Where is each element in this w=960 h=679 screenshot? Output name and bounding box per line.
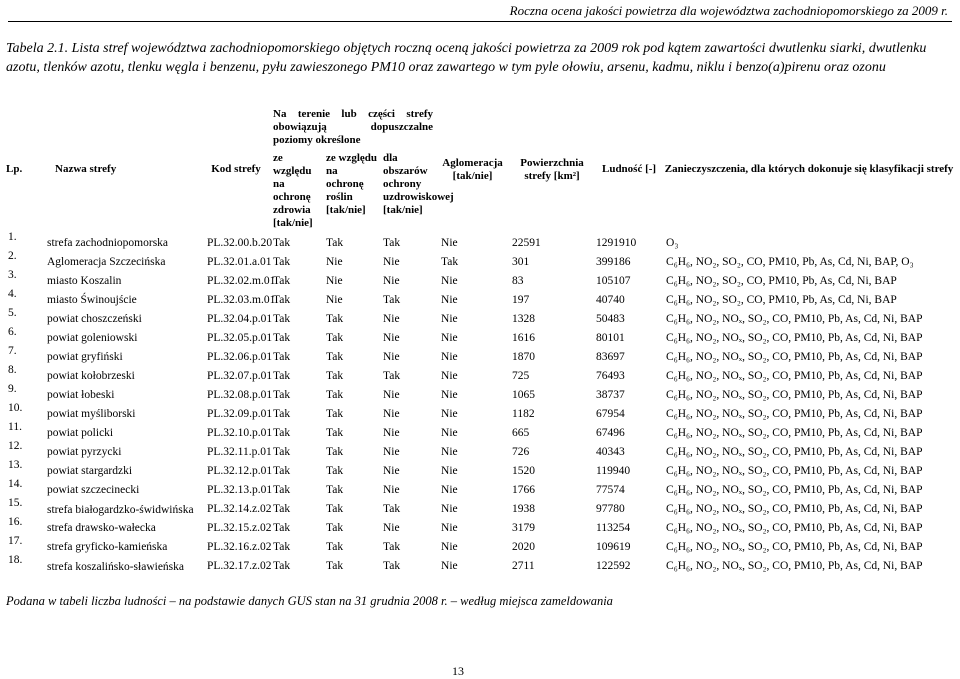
spa-flag: Tak — [383, 370, 401, 382]
header-agglomeration: Aglomeracja [tak/nie] — [442, 156, 503, 182]
zone-name: powiat choszczeński — [47, 313, 142, 325]
zone-code: PL.32.13.p.01 — [207, 484, 273, 496]
table-row — [6, 402, 954, 421]
pollutant-list: C₆H₆, NO₂, NOₓ, SO₂, CO, PM10, Pb, As, Cd, Ni, BAP — [666, 503, 923, 515]
zone-name: powiat stargardzki — [47, 465, 133, 477]
health-flag: Tak — [273, 427, 291, 439]
spa-flag: Nie — [383, 446, 400, 458]
pollutant-list: C₆H₆, NO₂, SO₂, CO, PM10, Pb, As, Cd, Ni, BAP — [666, 294, 897, 306]
agglomeration-flag: Nie — [441, 541, 458, 553]
row-number: 15. — [8, 497, 23, 509]
header-rule — [8, 21, 952, 22]
zone-code: PL.32.17.z.02 — [207, 560, 272, 572]
zones-table — [6, 108, 954, 573]
plants-flag: Tak — [326, 484, 344, 496]
row-number: 14. — [8, 478, 23, 490]
pollutant-list: C₆H₆, NO₂, NOₓ, SO₂, CO, PM10, Pb, As, Cd, Ni, BAP — [666, 427, 923, 439]
agglomeration-flag: Nie — [441, 446, 458, 458]
agglomeration-flag: Nie — [441, 503, 458, 515]
pollutant-list: C₆H₆, NO₂, NOₓ, SO₂, CO, PM10, Pb, As, Cd, Ni, BAP — [666, 408, 923, 420]
zone-name: Aglomeracja Szczecińska — [47, 256, 166, 268]
header-health: ze względu na ochronę zdrowia [tak/nie] — [273, 152, 313, 229]
agglomeration-flag: Nie — [441, 465, 458, 477]
zone-code: PL.32.16.z.02 — [207, 541, 272, 553]
row-number: 5. — [8, 307, 17, 319]
zone-code: PL.32.03.m.01 — [207, 294, 276, 306]
health-flag: Tak — [273, 389, 291, 401]
zone-population: 113254 — [596, 522, 631, 534]
plants-flag: Tak — [326, 408, 344, 420]
table-row — [6, 288, 954, 307]
plants-flag: Tak — [326, 427, 344, 439]
zone-area: 726 — [512, 446, 530, 458]
row-number: 7. — [8, 345, 17, 357]
table-row — [6, 478, 954, 497]
table-row — [6, 554, 954, 573]
row-number: 10. — [8, 402, 23, 414]
row-number: 2. — [8, 250, 17, 262]
pollutant-list: C₆H₆, NO₂, NOₓ, SO₂, CO, PM10, Pb, As, Cd, Ni, BAP — [666, 370, 923, 382]
running-header: Roczna ocena jakości powietrza dla województwa zachodniopomorskiego za 2009 r. — [509, 3, 948, 18]
zone-population: 40740 — [596, 294, 625, 306]
spa-flag: Nie — [383, 256, 400, 268]
agglomeration-flag: Nie — [441, 389, 458, 401]
row-number: 11. — [8, 421, 22, 433]
row-number: 3. — [8, 269, 17, 281]
zone-area: 197 — [512, 294, 530, 306]
zone-name: strefa białogardzko-świdwińska — [47, 504, 194, 516]
zone-name: miasto Świnoujście — [47, 294, 137, 306]
zone-area: 1870 — [512, 351, 536, 363]
zone-population: 105107 — [596, 275, 631, 287]
zone-code: PL.32.14.z.02 — [207, 503, 272, 515]
health-flag: Tak — [273, 484, 291, 496]
row-number: 8. — [8, 364, 17, 376]
health-flag: Tak — [273, 313, 291, 325]
zone-population: 67496 — [596, 427, 625, 439]
zone-code: PL.32.08.p.01 — [207, 389, 273, 401]
spa-flag: Nie — [383, 332, 400, 344]
zone-population: 97780 — [596, 503, 625, 515]
table-row — [6, 440, 954, 459]
plants-flag: Tak — [326, 332, 344, 344]
zone-name: miasto Koszalin — [47, 275, 122, 287]
agglomeration-flag: Nie — [441, 275, 458, 287]
spa-flag: Nie — [383, 351, 400, 363]
zone-population: 38737 — [596, 389, 625, 401]
zone-population: 122592 — [596, 560, 631, 572]
zone-area: 22591 — [512, 237, 541, 249]
spa-flag: Tak — [383, 560, 401, 572]
plants-flag: Tak — [326, 503, 344, 515]
zone-population: 1291910 — [596, 237, 637, 249]
zone-code: PL.32.09.p.01 — [207, 408, 273, 420]
health-flag: Tak — [273, 465, 291, 477]
plants-flag: Tak — [326, 560, 344, 572]
zone-name: strefa drawsko-wałecka — [47, 522, 156, 534]
pollutant-list: C₆H₆, NO₂, SO₂, CO, PM10, Pb, As, Cd, Ni, BAP — [666, 275, 897, 287]
health-flag: Tak — [273, 332, 291, 344]
row-number: 12. — [8, 440, 23, 452]
zone-population: 77574 — [596, 484, 625, 496]
table-row — [6, 269, 954, 288]
table-row — [6, 516, 954, 535]
row-number: 6. — [8, 326, 17, 338]
health-flag: Tak — [273, 256, 291, 268]
agglomeration-flag: Tak — [441, 256, 459, 268]
spa-flag: Tak — [383, 294, 401, 306]
zone-population: 119940 — [596, 465, 631, 477]
plants-flag: Tak — [326, 370, 344, 382]
table-row — [6, 307, 954, 326]
pollutant-list: C₆H₆, NO₂, NOₓ, SO₂, CO, PM10, Pb, As, Cd, Ni, BAP — [666, 465, 923, 477]
zone-area: 3179 — [512, 522, 536, 534]
pollutant-list: C₆H₆, NO₂, NOₓ, SO₂, CO, PM10, Pb, As, Cd, Ni, BAP — [666, 351, 923, 363]
header-spa: dla obszarów ochrony uzdrowiskowej [tak/nie] — [383, 152, 454, 216]
zone-code: PL.32.11.p.01 — [207, 446, 272, 458]
agglomeration-flag: Nie — [441, 408, 458, 420]
zone-code: PL.32.01.a.01 — [207, 256, 272, 268]
health-flag: Tak — [273, 275, 291, 287]
agglomeration-flag: Nie — [441, 522, 458, 534]
header-area: Powierzchnia strefy [km²] — [520, 156, 584, 182]
spa-flag: Nie — [383, 522, 400, 534]
zone-code: PL.32.07.p.01 — [207, 370, 273, 382]
table-row — [6, 383, 954, 402]
health-flag: Tak — [273, 408, 291, 420]
zone-population: 109619 — [596, 541, 631, 553]
health-flag: Tak — [273, 237, 291, 249]
pollutant-list: C₆H₆, NO₂, SO₂, CO, PM10, Pb, As, Cd, Ni, BAP, O₃ — [666, 256, 914, 268]
spa-flag: Nie — [383, 465, 400, 477]
zone-code: PL.32.15.z.02 — [207, 522, 272, 534]
table-row — [6, 421, 954, 440]
plants-flag: Nie — [326, 256, 343, 268]
zone-population: 76493 — [596, 370, 625, 382]
pollutant-list: C₆H₆, NO₂, NOₓ, SO₂, CO, PM10, Pb, As, Cd, Ni, BAP — [666, 522, 923, 534]
plants-flag: Tak — [326, 313, 344, 325]
zone-area: 1938 — [512, 503, 536, 515]
zone-population: 67954 — [596, 408, 625, 420]
zone-area: 1182 — [512, 408, 535, 420]
plants-flag: Tak — [326, 237, 344, 249]
zone-code: PL.32.02.m.01 — [207, 275, 276, 287]
spa-flag: Nie — [383, 313, 400, 325]
footnote: Podana w tabeli liczba ludności – na podstawie danych GUS stan na 31 grudnia 2008 r. – według miejsca zameldowania — [6, 594, 613, 608]
header-population: Ludność [-] — [601, 163, 657, 175]
plants-flag: Tak — [326, 541, 344, 553]
pollutant-list: C₆H₆, NO₂, NOₓ, SO₂, CO, PM10, Pb, As, Cd, Ni, BAP — [666, 541, 923, 553]
zone-name: powiat szczecinecki — [47, 484, 140, 496]
spa-flag: Nie — [383, 484, 400, 496]
health-flag: Tak — [273, 351, 291, 363]
table-row — [6, 250, 954, 269]
zone-code: PL.32.10.p.01 — [207, 427, 273, 439]
pollutant-list: C₆H₆, NO₂, NOₓ, SO₂, CO, PM10, Pb, As, Cd, Ni, BAP — [666, 389, 923, 401]
zone-population: 40343 — [596, 446, 625, 458]
zone-code: PL.32.00.b.20 — [207, 237, 273, 249]
plants-flag: Tak — [326, 522, 344, 534]
table-row — [6, 459, 954, 478]
header-group: Na terenie lub części strefy obowiązują dopuszczalne poziomy określone — [273, 108, 434, 146]
health-flag: Tak — [273, 522, 291, 534]
zone-area: 2711 — [512, 560, 535, 572]
row-number: 13. — [8, 459, 23, 471]
zone-name: powiat gryfiński — [47, 351, 123, 363]
agglomeration-flag: Nie — [441, 484, 458, 496]
table-row — [6, 231, 954, 250]
header-plants: ze względu na ochronę roślin [tak/nie] — [326, 152, 378, 216]
row-number: 17. — [8, 535, 23, 547]
agglomeration-flag: Nie — [441, 237, 458, 249]
zone-name: powiat kołobrzeski — [47, 370, 135, 382]
plants-flag: Nie — [326, 294, 343, 306]
spa-flag: Tak — [383, 541, 401, 553]
pollutant-list: C₆H₆, NO₂, NOₓ, SO₂, CO, PM10, Pb, As, Cd, Ni, BAP — [666, 332, 923, 344]
health-flag: Tak — [273, 541, 291, 553]
zone-population: 83697 — [596, 351, 625, 363]
pollutant-list: C₆H₆, NO₂, NOₓ, SO₂, CO, PM10, Pb, As, Cd, Ni, BAP — [666, 560, 923, 572]
row-number: 16. — [8, 516, 23, 528]
zone-population: 50483 — [596, 313, 625, 325]
zone-name: strefa koszalińsko-sławieńska — [47, 561, 185, 573]
zone-area: 1065 — [512, 389, 536, 401]
page-number: 13 — [452, 664, 464, 678]
zone-area: 301 — [512, 256, 530, 268]
health-flag: Tak — [273, 294, 291, 306]
row-number: 4. — [8, 288, 17, 300]
header-code: Kod strefy — [211, 163, 261, 175]
table-row — [6, 497, 954, 516]
spa-flag: Tak — [383, 237, 401, 249]
zone-name: powiat myśliborski — [47, 408, 136, 420]
agglomeration-flag: Nie — [441, 370, 458, 382]
zone-name: powiat pyrzycki — [47, 446, 122, 458]
plants-flag: Nie — [326, 275, 343, 287]
agglomeration-flag: Nie — [441, 351, 458, 363]
table-row — [6, 364, 954, 383]
zone-name: strefa zachodniopomorska — [47, 237, 169, 249]
zone-code: PL.32.04.p.01 — [207, 313, 273, 325]
table-row — [6, 535, 954, 554]
agglomeration-flag: Nie — [441, 294, 458, 306]
row-number: 9. — [8, 383, 17, 395]
zone-population: 399186 — [596, 256, 631, 268]
row-number: 18. — [8, 554, 23, 566]
zone-code: PL.32.05.p.01 — [207, 332, 273, 344]
header-pollutants: Zanieczyszczenia, dla których dokonuje się klasyfikacji strefy — [664, 163, 954, 175]
health-flag: Tak — [273, 370, 291, 382]
spa-flag: Nie — [383, 275, 400, 287]
agglomeration-flag: Nie — [441, 332, 458, 344]
zone-area: 1766 — [512, 484, 536, 496]
agglomeration-flag: Nie — [441, 313, 458, 325]
zone-area: 83 — [512, 275, 524, 287]
header-name: Nazwa strefy — [55, 163, 117, 175]
spa-flag: Nie — [383, 408, 400, 420]
zone-area: 1616 — [512, 332, 536, 344]
agglomeration-flag: Nie — [441, 560, 458, 572]
header-lp: Lp. — [6, 163, 23, 175]
zone-area: 2020 — [512, 541, 536, 553]
zone-name: strefa gryficko-kamieńska — [47, 541, 168, 553]
zone-area: 665 — [512, 427, 530, 439]
zone-area: 725 — [512, 370, 530, 382]
plants-flag: Tak — [326, 465, 344, 477]
pollutant-list: C₆H₆, NO₂, NOₓ, SO₂, CO, PM10, Pb, As, Cd, Ni, BAP — [666, 446, 923, 458]
zone-name: powiat łobeski — [47, 389, 115, 401]
spa-flag: Nie — [383, 389, 400, 401]
table-row — [6, 345, 954, 364]
zone-area: 1328 — [512, 313, 536, 325]
zone-area: 1520 — [512, 465, 536, 477]
spa-flag: Tak — [383, 503, 401, 515]
table-caption: Tabela 2.1. Lista stref województwa zachodniopomorskiego objętych roczną oceną jakości powietrza za 2009 rok pod kątem zawartości dwutlenku siarki, dwutlenku azotu, tlenków azotu, tlenku węgla i benzenu, pyłu zawieszonego PM10 oraz zawartego w tym pyle ołowiu, arsenu, kadmu, niklu i benzo(a)pirenu oraz ozonu — [6, 41, 927, 75]
plants-flag: Tak — [326, 446, 344, 458]
spa-flag: Nie — [383, 427, 400, 439]
plants-flag: Tak — [326, 351, 344, 363]
health-flag: Tak — [273, 560, 291, 572]
zone-name: powiat policki — [47, 427, 114, 439]
table-row — [6, 326, 954, 345]
zone-code: PL.32.06.p.01 — [207, 351, 273, 363]
health-flag: Tak — [273, 446, 291, 458]
row-number: 1. — [8, 231, 17, 243]
zone-population: 80101 — [596, 332, 625, 344]
pollutant-list: C₆H₆, NO₂, NOₓ, SO₂, CO, PM10, Pb, As, Cd, Ni, BAP — [666, 313, 923, 325]
plants-flag: Tak — [326, 389, 344, 401]
pollutant-list: C₆H₆, NO₂, NOₓ, SO₂, CO, PM10, Pb, As, Cd, Ni, BAP — [666, 484, 923, 496]
zone-name: powiat goleniowski — [47, 332, 138, 344]
agglomeration-flag: Nie — [441, 427, 458, 439]
health-flag: Tak — [273, 503, 291, 515]
zone-code: PL.32.12.p.01 — [207, 465, 273, 477]
pollutant-list: O₃ — [666, 237, 679, 249]
